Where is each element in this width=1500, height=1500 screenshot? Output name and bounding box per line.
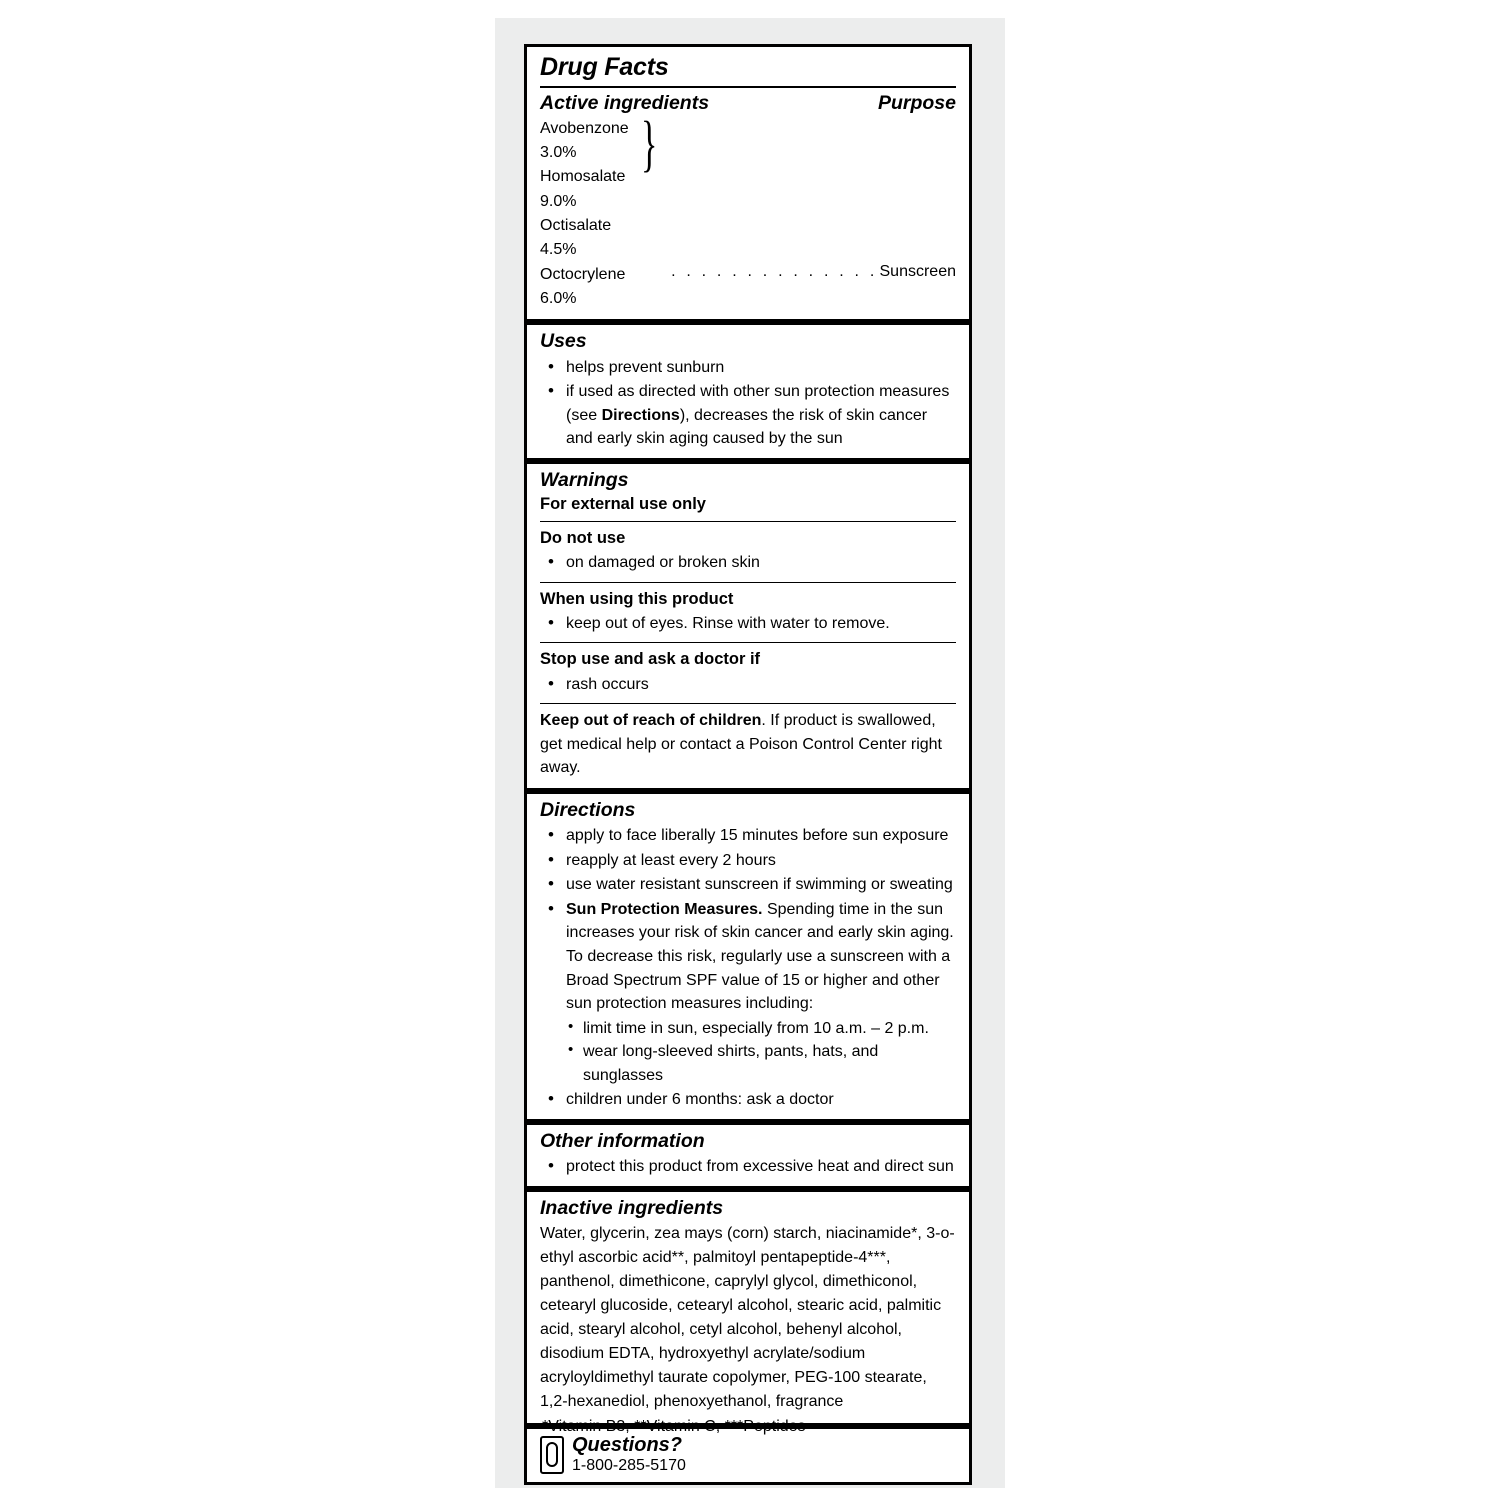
purpose-heading: Purpose (877, 92, 956, 115)
keep-out-bold: Keep out of reach of children (540, 712, 762, 730)
active-ingredient-item: Octisalate 4.5% (540, 216, 612, 259)
when-using-list (540, 612, 956, 636)
warnings-divider (540, 521, 956, 522)
warnings-divider (540, 582, 956, 583)
stop-use-list (540, 673, 956, 697)
keep-out-of-reach-text (540, 709, 956, 780)
directions-section (527, 788, 969, 1112)
do-not-use-item: • on damaged or broken skin (540, 551, 956, 575)
warnings-divider (540, 642, 956, 643)
stop-use-item: • rash occurs (540, 673, 956, 697)
active-ingredients-list (540, 117, 639, 312)
when-using-heading: When using this product (540, 589, 734, 608)
spm-subitem: • wear long-sleeved shirts, pants, hats, and sunglasses (566, 1040, 956, 1087)
when-using-item: • keep out of eyes. Rinse with water to remove. (540, 612, 956, 636)
curly-brace-icon: } (641, 109, 658, 178)
active-ingredient-item: Avobenzone 3.0% (540, 119, 629, 161)
uses-section (527, 319, 969, 451)
warnings-heading: Warnings (540, 468, 629, 491)
footnote: *Vitamin B3, **Vitamin C, ***Peptides (542, 1418, 806, 1435)
active-ingredients-heading: Active ingredients (540, 92, 710, 115)
directions-list (540, 824, 956, 1111)
drug-facts-box (524, 44, 972, 1485)
questions-phone-number[interactable]: 1-800-285-5170 (572, 1456, 686, 1474)
purpose-value: Sunscreen (879, 263, 956, 281)
leader-dots: . . . . . . . . . . . . . . (671, 263, 878, 281)
active-ingredients-body (540, 109, 956, 312)
inactive-ingredients-text: Water, glycerin, zea mays (corn) starch, niacinamide*, 3-o-ethyl ascorbic acid**, palmitoyl pentapeptide-4***, panthenol, dimethicone, caprylyl glycol, dimethiconol, cetearyl glucoside, cetearyl alcohol, stearic acid, palmitic acid, stearyl alcohol, cetyl alcohol, behenyl alcohol, disodium EDTA, hydroxyethyl acrylate/sodium acryloyldimethyl taurate copolymer, PEG-100 stearate, 1,2-hexanediol, phenoxyethanol, fragrance (540, 1224, 955, 1410)
spm-sublist (566, 1017, 956, 1088)
active-ingredient-item: Homosalate 9.0% (540, 168, 626, 210)
sun-protection-measures-item (540, 898, 956, 1087)
active-ingredients-section (527, 93, 969, 311)
inactive-ingredients-heading: Inactive ingredients (540, 1196, 724, 1219)
questions-row (540, 1429, 956, 1482)
other-information-heading: Other information (540, 1129, 705, 1152)
stop-use-heading: Stop use and ask a doctor if (540, 650, 761, 669)
keep-out-rest: . If product is swallowed, get medical help or contact a Poison Control Center right away. (540, 712, 942, 777)
uses-item: • if used as directed with other sun protection measures (see Directions), decreases the risk of skin cancer and early skin aging caused by the sun (540, 380, 956, 451)
other-information-list (540, 1155, 956, 1179)
questions-text (572, 1435, 686, 1475)
active-ingredients-header (540, 93, 956, 114)
uses-list (540, 356, 956, 451)
title-divider (540, 86, 956, 88)
page-title: Drug Facts (540, 53, 669, 81)
active-ingredient-item: Octocrylene 6.0% (540, 265, 626, 307)
directions-item: • children under 6 months: ask a doctor (540, 1088, 956, 1112)
spm-text: Spending time in the sun increases your risk of skin cancer and early skin aging. To decrease this risk, regularly use a sunscreen with a Broad Spectrum SPF value of 15 or higher and other sun protection measures including: (566, 900, 954, 1013)
external-use-text: For external use only (540, 495, 706, 514)
inactive-ingredients-section (527, 1186, 969, 1414)
other-information-item: • protect this product from excessive heat and direct sun (540, 1155, 956, 1179)
spm-bold: Sun Protection Measures. (566, 900, 763, 918)
warnings-section (527, 458, 969, 780)
title-section (527, 54, 969, 80)
spm-subitem: • limit time in sun, especially from 10 a.m. – 2 p.m. (566, 1017, 956, 1041)
directions-item: • reapply at least every 2 hours (540, 849, 956, 873)
other-information-section (527, 1119, 969, 1179)
do-not-use-heading: Do not use (540, 528, 626, 547)
purpose-leader-row (671, 117, 956, 312)
phone-icon (540, 1436, 564, 1474)
directions-heading: Directions (540, 798, 636, 821)
questions-heading: Questions? (572, 1433, 683, 1456)
directions-item: • use water resistant sunscreen if swimming or sweating (540, 873, 956, 897)
warnings-divider (540, 703, 956, 704)
directions-item: • apply to face liberally 15 minutes before sun exposure (540, 824, 956, 848)
uses-heading: Uses (540, 330, 587, 353)
uses-item: • helps prevent sunburn (540, 356, 956, 380)
do-not-use-list (540, 551, 956, 575)
